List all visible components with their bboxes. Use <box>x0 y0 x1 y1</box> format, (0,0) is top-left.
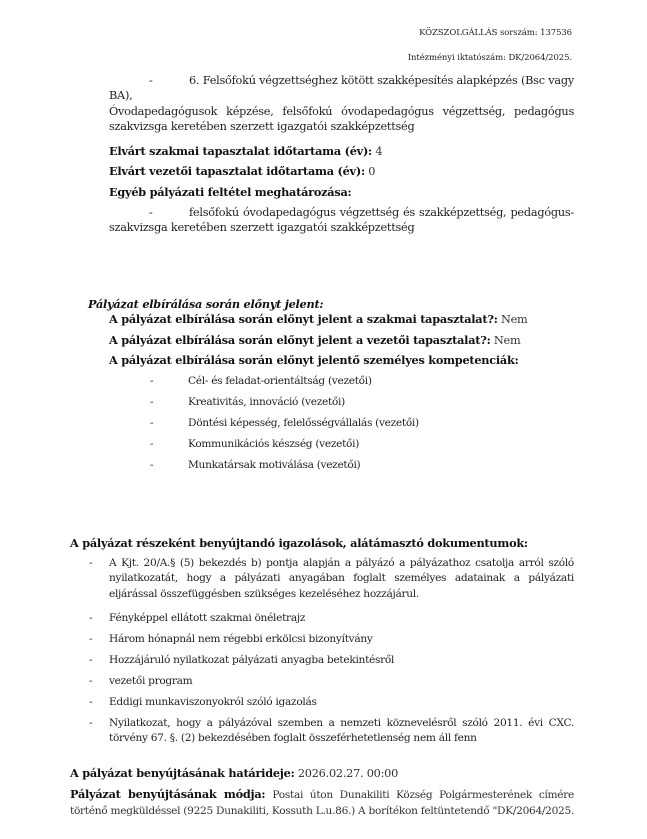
other-conditions-label: Egyéb pályázati feltétel meghatározása: <box>109 185 352 199</box>
submission-method-field <box>70 787 574 820</box>
professional-experience-field <box>109 144 382 159</box>
other-conditions-first-line: felsőfokú óvodapedagógus végzettség és szakképzettség, pedagógus- <box>189 206 574 219</box>
dash-bullet: - <box>149 206 153 219</box>
other-conditions-rest: szakvizsga keretében szerzett igazgatói szakképzettség <box>109 221 415 235</box>
dash-bullet: - <box>150 375 154 387</box>
dash-bullet: - <box>150 417 154 429</box>
filing-label: Intézményi iktatószám: <box>407 53 506 63</box>
submission-method-label: Pályázat benyújtásának módja: <box>70 787 266 801</box>
professional-experience-label: Elvárt szakmai tapasztalat időtartama (év): <box>109 144 372 158</box>
filing-value: DK/2064/2025. <box>508 53 572 63</box>
leadership-experience-value: 0 <box>368 165 376 178</box>
deadline-label: A pályázat benyújtásának határideje: <box>70 766 295 780</box>
qualification-text: 6. Felsőfokú végzettséghez kötött szakképesítés alapképzés (Bsc vagy BA), Óvodapedagógusok képzése, felsőfokú óvodapedagógus végzettség, pedagógus szakvizsga keretében szerzett igazgatói szakképzettség <box>109 74 574 134</box>
advantage-leadership-value: Nem <box>493 334 521 347</box>
deadline-field <box>70 766 398 781</box>
dash-bullet: - <box>150 459 154 471</box>
advantage-professional-value: Nem <box>500 313 528 326</box>
document-item: Fényképpel ellátott szakmai önéletrajz <box>109 612 306 624</box>
document-item: Három hónapnál nem régebbi erkölcsi bizonyítvány <box>109 633 373 645</box>
dash-bullet: - <box>89 696 93 708</box>
competencies-label: A pályázat elbírálása során előnyt jelentő személyes kompetenciák: <box>109 353 519 367</box>
advantages-heading: Pályázat elbírálása során előnyt jelent: <box>88 297 324 311</box>
dash-bullet: - <box>89 675 93 687</box>
dash-bullet: - <box>89 557 93 569</box>
advantage-professional-field <box>109 312 528 327</box>
advantage-leadership-label: A pályázat elbírálása során előnyt jelent a vezetői tapasztalat?: <box>109 333 491 347</box>
leadership-experience-field <box>109 164 375 179</box>
document-item: A Kjt. 20/A.§ (5) bekezdés b) pontja alapján a pályázó a pályázathoz csatolja arról szóló nyilatkozatát, hogy a pályázati anyagában foglalt személyes adatainak a pályázati eljárással összefüggésben szükséges kezeléséhez hozzájárul. <box>109 557 574 600</box>
competency-item: Kommunikációs készség (vezetői) <box>188 438 360 450</box>
dash-bullet: - <box>150 438 154 450</box>
other-conditions-item <box>109 205 574 236</box>
serial-value: 137536 <box>540 28 572 38</box>
advantage-professional-label: A pályázat elbírálása során előnyt jelent a szakmai tapasztalat?: <box>109 312 498 326</box>
competency-item: Kreativitás, innováció (vezetői) <box>188 396 345 408</box>
document-item: Nyilatkozat, hogy a pályázóval szemben a nemzeti köznevelésről szóló 2011. évi CXC. törvény 67. §. (2) bekezdésében foglalt összeférhetetlenség nem áll fenn <box>109 717 574 745</box>
document-item: vezetői program <box>109 675 193 687</box>
documents-heading: A pályázat részeként benyújtandó igazolások, alátámasztó dokumentumok: <box>70 536 528 550</box>
serial-label: KÖZSZOLGÁLLÁS sorszám: <box>419 28 538 38</box>
document-item: Hozzájáruló nyilatkozat pályázati anyagba betekintésről <box>109 654 395 666</box>
submission-method-value: Postai úton Dunakiliti Község Polgármesterének címére történő megküldéssel (9225 Dunakiliti, Kossuth L.u.86.) A borítékon feltüntetendő "DK/2064/2025. <box>70 789 574 818</box>
filing-number-line <box>408 53 572 63</box>
dash-bullet: - <box>149 74 153 87</box>
competency-item: Munkatársak motiválása (vezetői) <box>188 459 361 471</box>
dash-bullet: - <box>89 612 93 624</box>
competency-item: Cél- és feladat-orientáltság (vezetői) <box>188 375 372 387</box>
document-item: Eddigi munkaviszonyokról szóló igazolás <box>109 696 317 708</box>
competency-item: Döntési képesség, felelősségvállalás (vezetői) <box>188 417 419 429</box>
leadership-experience-label: Elvárt vezetői tapasztalat időtartama (év): <box>109 164 365 178</box>
dash-bullet: - <box>89 654 93 666</box>
dash-bullet: - <box>89 717 93 729</box>
deadline-value: 2026.02.27. 00:00 <box>297 767 399 780</box>
advantage-leadership-field <box>109 333 520 348</box>
professional-experience-value: 4 <box>375 145 383 158</box>
dash-bullet: - <box>150 396 154 408</box>
dash-bullet: - <box>89 633 93 645</box>
qualification-item <box>109 73 574 135</box>
serial-number-line <box>419 28 572 38</box>
